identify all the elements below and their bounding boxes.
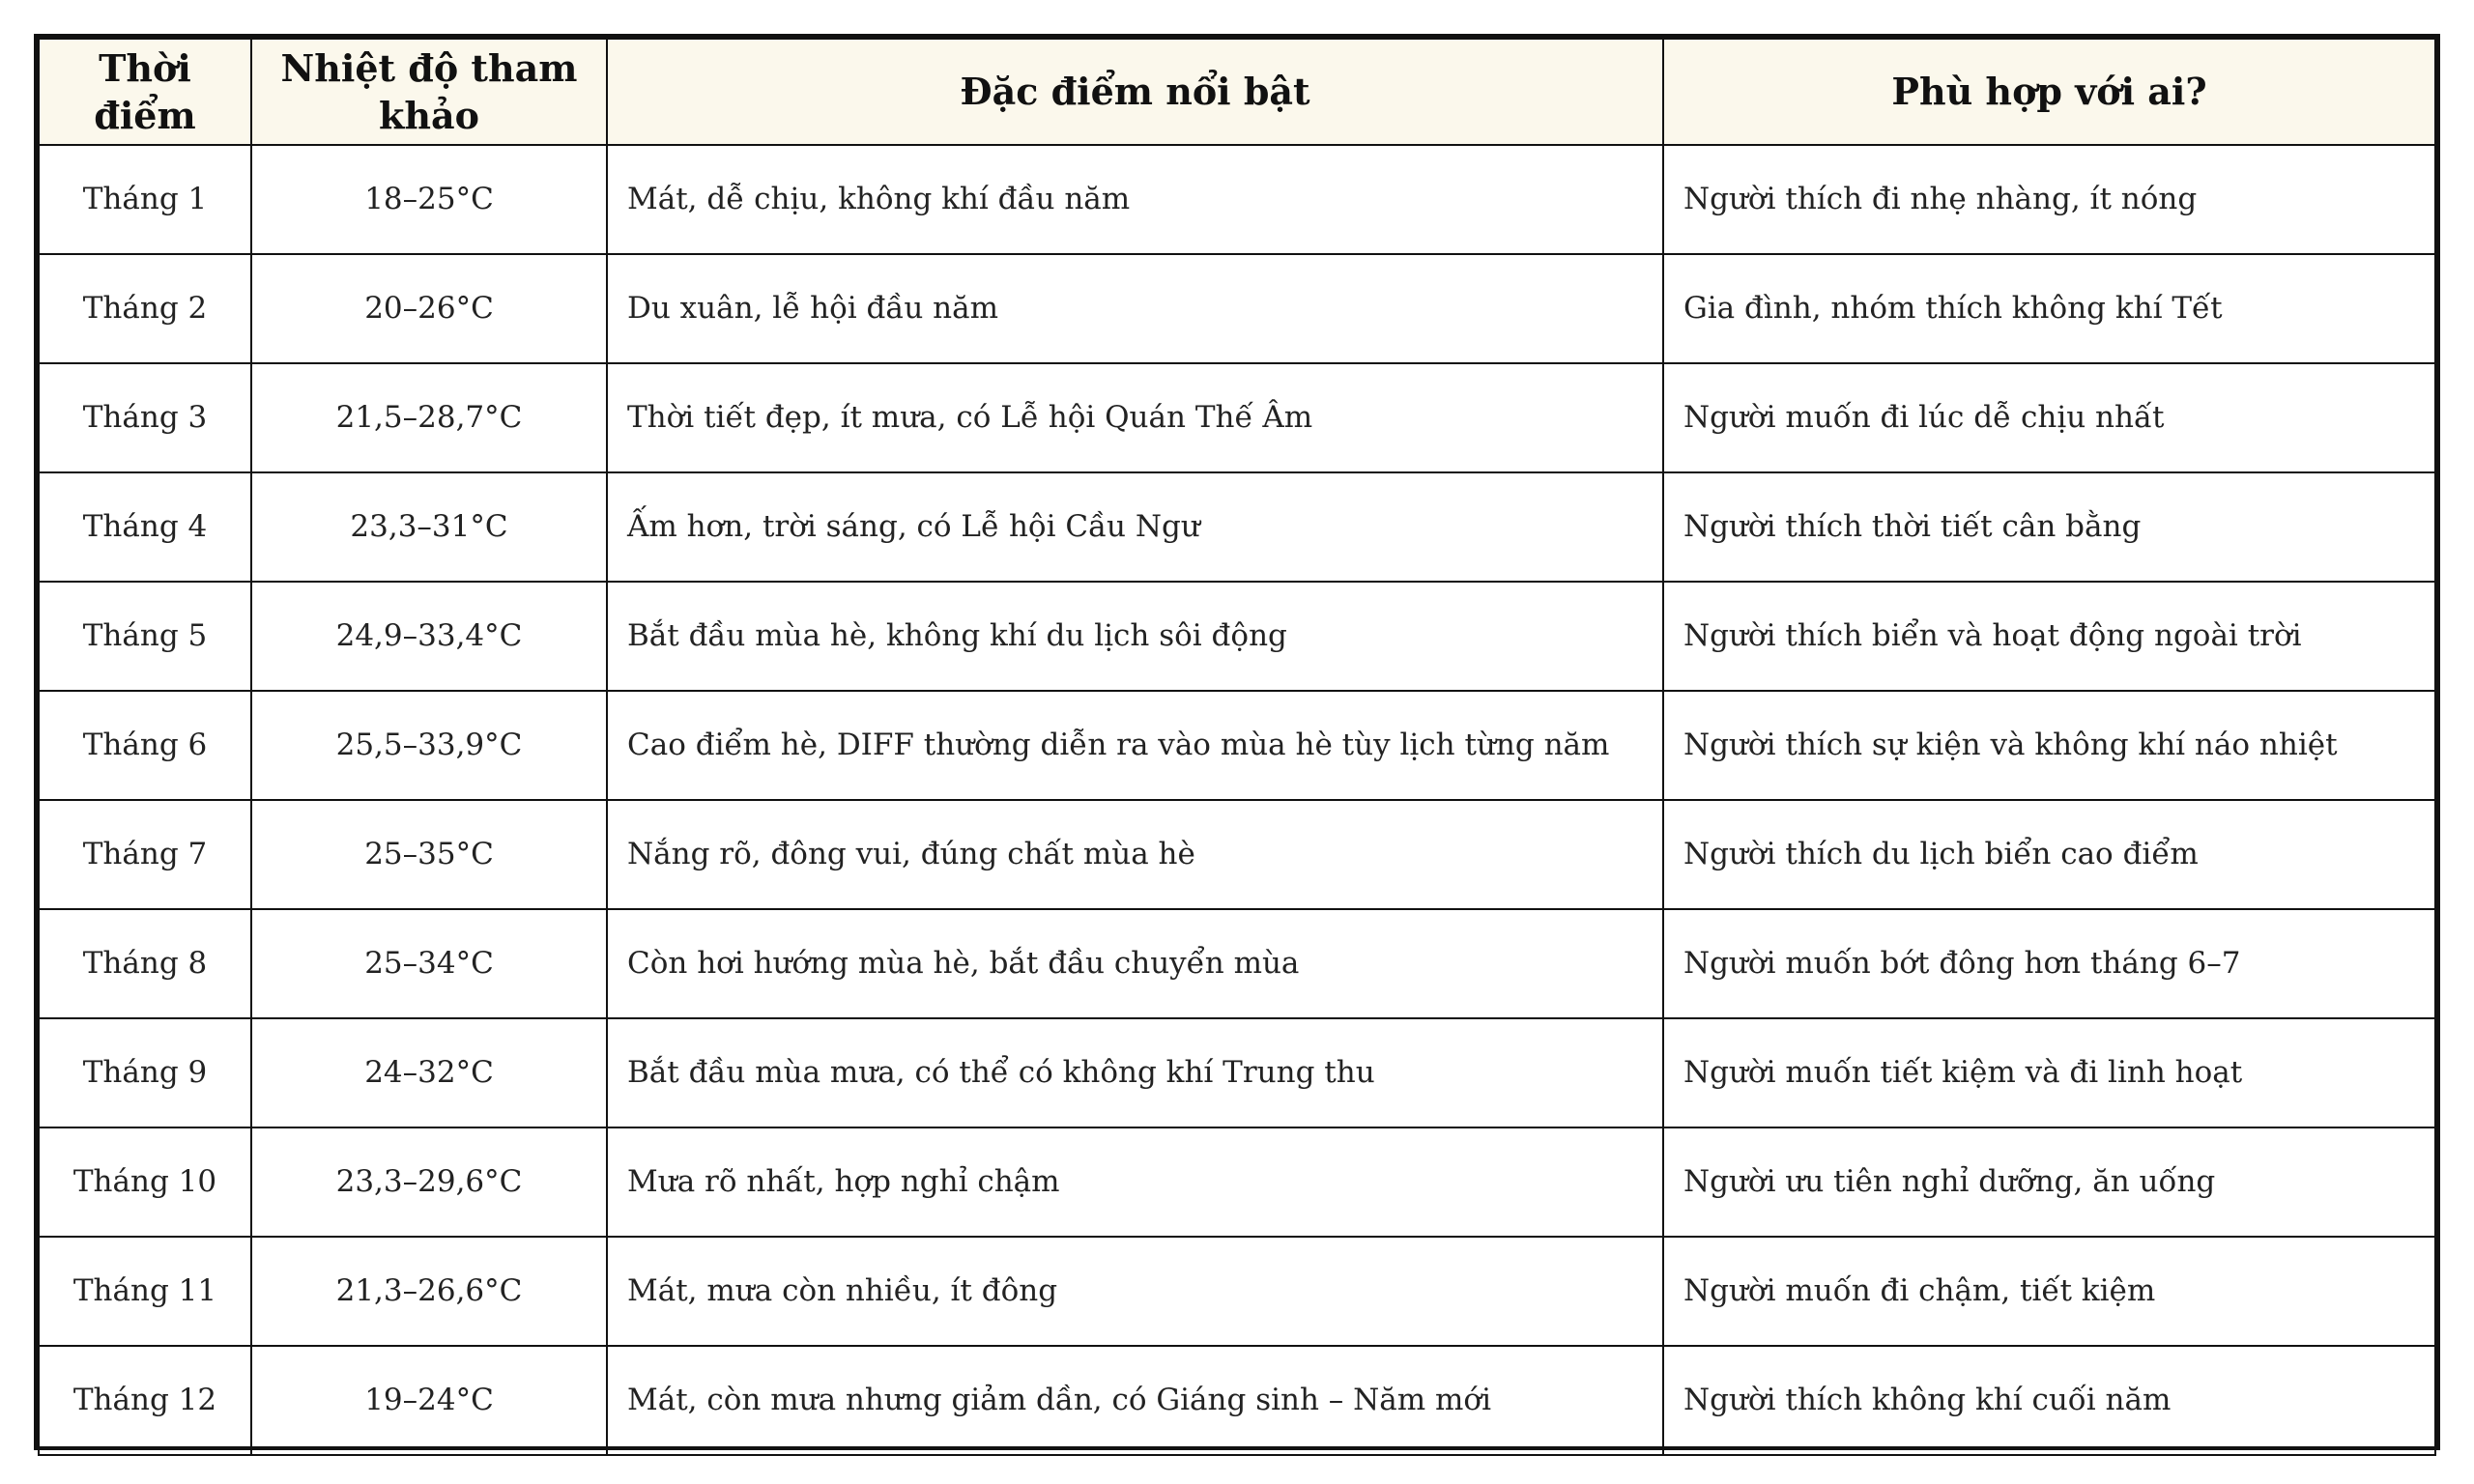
table-row bbox=[39, 254, 2435, 363]
cell-features: Còn hơi hướng mùa hè, bắt đầu chuyển mùa bbox=[607, 909, 1663, 1018]
table-row bbox=[39, 691, 2435, 800]
table-row bbox=[39, 1018, 2435, 1127]
cell-temperature: 23,3–31°C bbox=[251, 472, 607, 582]
cell-features: Cao điểm hè, DIFF thường diễn ra vào mùa hè tùy lịch từng năm bbox=[607, 691, 1663, 800]
cell-features: Ấm hơn, trời sáng, có Lễ hội Cầu Ngư bbox=[607, 472, 1663, 582]
cell-temperature: 24–32°C bbox=[251, 1018, 607, 1127]
cell-suitable-for: Người muốn bớt đông hơn tháng 6–7 bbox=[1663, 909, 2435, 1018]
header-temperature-label: Nhiệt độ tham khảo bbox=[280, 45, 578, 137]
cell-time: Tháng 11 bbox=[39, 1237, 251, 1346]
cell-suitable-for: Người thích sự kiện và không khí náo nhiệt bbox=[1663, 691, 2435, 800]
travel-season-table bbox=[38, 38, 2436, 1456]
cell-time: Tháng 2 bbox=[39, 254, 251, 363]
table-body bbox=[39, 145, 2435, 1455]
cell-suitable-for: Người ưu tiên nghỉ dưỡng, ăn uống bbox=[1663, 1127, 2435, 1237]
header-time-label: Thời điểm bbox=[94, 45, 196, 137]
cell-time: Tháng 7 bbox=[39, 800, 251, 909]
table-row bbox=[39, 1346, 2435, 1455]
cell-features: Thời tiết đẹp, ít mưa, có Lễ hội Quán Thế Âm bbox=[607, 363, 1663, 472]
cell-suitable-for: Người thích không khí cuối năm bbox=[1663, 1346, 2435, 1455]
cell-suitable-for: Người thích thời tiết cân bằng bbox=[1663, 472, 2435, 582]
cell-time: Tháng 10 bbox=[39, 1127, 251, 1237]
cell-time: Tháng 8 bbox=[39, 909, 251, 1018]
table-header bbox=[39, 39, 2435, 145]
cell-temperature: 25–34°C bbox=[251, 909, 607, 1018]
cell-temperature: 21,3–26,6°C bbox=[251, 1237, 607, 1346]
header-temperature bbox=[251, 39, 607, 145]
header-suitable-for bbox=[1663, 39, 2435, 145]
cell-suitable-for: Người muốn đi lúc dễ chịu nhất bbox=[1663, 363, 2435, 472]
cell-suitable-for: Người thích đi nhẹ nhàng, ít nóng bbox=[1663, 145, 2435, 254]
cell-time: Tháng 9 bbox=[39, 1018, 251, 1127]
table-row bbox=[39, 363, 2435, 472]
cell-time: Tháng 5 bbox=[39, 582, 251, 691]
cell-temperature: 24,9–33,4°C bbox=[251, 582, 607, 691]
cell-features: Mát, dễ chịu, không khí đầu năm bbox=[607, 145, 1663, 254]
header-suitable-for-label: Phù hợp với ai? bbox=[1891, 70, 2207, 114]
cell-temperature: 18–25°C bbox=[251, 145, 607, 254]
table-row bbox=[39, 800, 2435, 909]
cell-temperature: 21,5–28,7°C bbox=[251, 363, 607, 472]
travel-season-table-container bbox=[34, 34, 2440, 1450]
cell-temperature: 20–26°C bbox=[251, 254, 607, 363]
cell-suitable-for: Người thích du lịch biển cao điểm bbox=[1663, 800, 2435, 909]
cell-time: Tháng 3 bbox=[39, 363, 251, 472]
table-row bbox=[39, 1237, 2435, 1346]
cell-time: Tháng 12 bbox=[39, 1346, 251, 1455]
cell-features: Mát, còn mưa nhưng giảm dần, có Giáng sinh – Năm mới bbox=[607, 1346, 1663, 1455]
table-row bbox=[39, 1127, 2435, 1237]
cell-suitable-for: Người thích biển và hoạt động ngoài trời bbox=[1663, 582, 2435, 691]
table-row bbox=[39, 582, 2435, 691]
cell-features: Bắt đầu mùa mưa, có thể có không khí Trung thu bbox=[607, 1018, 1663, 1127]
cell-temperature: 23,3–29,6°C bbox=[251, 1127, 607, 1237]
cell-features: Bắt đầu mùa hè, không khí du lịch sôi động bbox=[607, 582, 1663, 691]
cell-time: Tháng 6 bbox=[39, 691, 251, 800]
cell-features: Nắng rõ, đông vui, đúng chất mùa hè bbox=[607, 800, 1663, 909]
cell-suitable-for: Người muốn tiết kiệm và đi linh hoạt bbox=[1663, 1018, 2435, 1127]
header-time bbox=[39, 39, 251, 145]
cell-features: Mưa rõ nhất, hợp nghỉ chậm bbox=[607, 1127, 1663, 1237]
cell-temperature: 25–35°C bbox=[251, 800, 607, 909]
table-row bbox=[39, 145, 2435, 254]
cell-features: Du xuân, lễ hội đầu năm bbox=[607, 254, 1663, 363]
cell-suitable-for: Gia đình, nhóm thích không khí Tết bbox=[1663, 254, 2435, 363]
cell-temperature: 19–24°C bbox=[251, 1346, 607, 1455]
cell-time: Tháng 1 bbox=[39, 145, 251, 254]
header-row bbox=[39, 39, 2435, 145]
cell-features: Mát, mưa còn nhiều, ít đông bbox=[607, 1237, 1663, 1346]
table-row bbox=[39, 909, 2435, 1018]
cell-suitable-for: Người muốn đi chậm, tiết kiệm bbox=[1663, 1237, 2435, 1346]
cell-temperature: 25,5–33,9°C bbox=[251, 691, 607, 800]
header-features bbox=[607, 39, 1663, 145]
header-features-label: Đặc điểm nổi bật bbox=[960, 70, 1310, 114]
table-row bbox=[39, 472, 2435, 582]
cell-time: Tháng 4 bbox=[39, 472, 251, 582]
